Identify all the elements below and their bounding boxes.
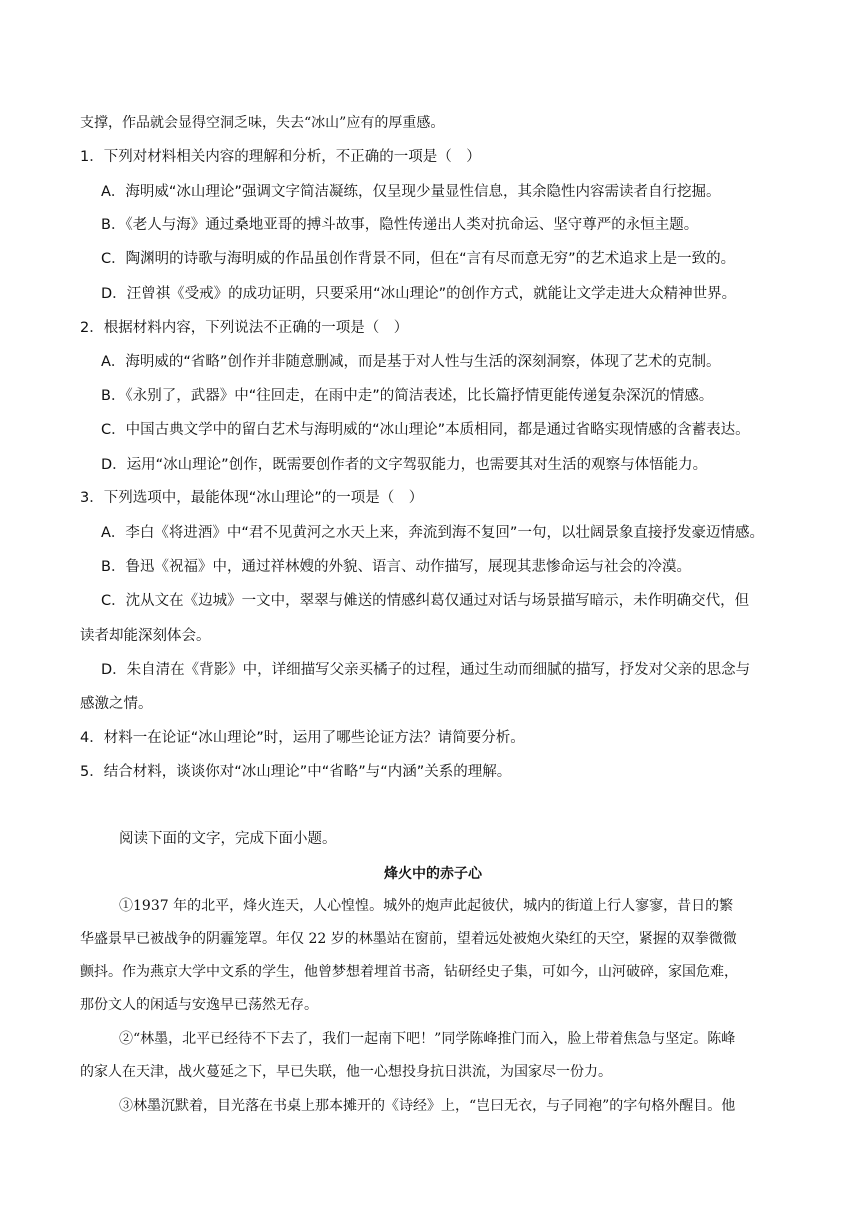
passage-line: 颤抖。作为燕京大学中文系的学生，他曾梦想着埋首书斋，钻研经史子集，可如今，山河破碎，家国危难，: [80, 964, 738, 980]
passage-title: 烽火中的赤子心: [384, 866, 482, 882]
question-1-option-d: D．汪曾祺《受戒》的成功证明，只要采用“冰山理论”的创作方式，就能让文学走进大众精神世界。: [101, 286, 737, 302]
passage-line: 华盛景早已被战争的阴霾笼罩。年仅 22 岁的林墨站在窗前，望着远处被炮火染红的天空，紧握的双拳微微: [80, 931, 737, 947]
reading-instruction: 阅读下面的文字，完成下面小题。: [119, 831, 337, 847]
question-2-option-b: B．《永别了，武器》中“往回走，在雨中走”的简洁表述，比长篇抒情更能传递复杂深沉的情感。: [101, 388, 714, 404]
question-1-option-b: B．《老人与海》通过桑地亚哥的搏斗故事，隐性传递出人类对抗命运、坚守尊严的永恒主题。: [101, 217, 699, 233]
passage-line: 那份文人的闲适与安逸早已荡然无存。: [80, 997, 318, 1013]
question-3-option-a: A．李白《将进酒》中“君不见黄河之水天上来，奔流到海不复回”一句，以壮阔景象直接抒发豪迈情感。: [101, 525, 764, 541]
passage-line: 的家人在天津，战火蔓延之下，早已失联，他一心想投身抗日洪流，为国家尽一份力。: [80, 1064, 612, 1080]
question-1-stem: 1．下列对材料相关内容的理解和分析，不正确的一项是（ ）: [80, 149, 481, 165]
question-3-option-c-cont: 读者却能深刻体会。: [80, 628, 211, 644]
passage-line: ①1937 年的北平，烽火连天，人心惶惶。城外的炮声此起彼伏，城内的街道上行人寥寥，昔日的繁: [119, 898, 734, 914]
question-3-option-b: B．鲁迅《祝福》中，通过祥林嫂的外貌、语言、动作描写，展现其悲惨命运与社会的冷漠。: [101, 559, 691, 575]
question-2-option-a: A．海明威的“省略”创作并非随意删减，而是基于对人性与生活的深刻洞察，体现了艺术的克制。: [101, 354, 721, 370]
question-2-option-d: D．运用“冰山理论”创作，既需要创作者的文字驾驭能力，也需要其对生活的观察与体悟能力。: [101, 457, 708, 473]
passage-line: ②“林墨，北平已经待不下去了，我们一起南下吧！”同学陈峰推门而入，脸上带着焦急与坚定。陈峰: [119, 1031, 736, 1047]
intro-tail-text: 支撑，作品就会显得空洞乏味，失去“冰山”应有的厚重感。: [80, 115, 445, 131]
question-3-option-d-cont: 感激之情。: [80, 696, 153, 712]
question-3-option-c: C．沈从文在《边城》一文中，翠翠与傩送的情感纠葛仅通过对话与场景描写暗示，未作明确交代，但: [101, 593, 750, 609]
question-1-option-a: A．海明威“冰山理论”强调文字简洁凝练，仅呈现少量显性信息，其余隐性内容需读者自行挖掘。: [101, 184, 721, 200]
passage-line: ③林墨沉默着，目光落在书桌上那本摊开的《诗经》上，“岂曰无衣，与子同袍”的字句格外醒目。他: [119, 1098, 736, 1114]
question-2-option-c: C．中国古典文学中的留白艺术与海明威的“冰山理论”本质相同，都是通过省略实现情感的含蓄表达。: [101, 422, 750, 438]
question-1-option-c: C．陶渊明的诗歌与海明威的作品虽创作背景不同，但在“言有尽而意无穷”的艺术追求上是一致的。: [101, 251, 736, 267]
question-5-stem: 5．结合材料，谈谈你对“冰山理论”中“省略”与“内涵”关系的理解。: [80, 764, 512, 780]
question-2-stem: 2．根据材料内容，下列说法不正确的一项是（ ）: [80, 320, 409, 336]
question-3-option-d: D．朱自清在《背影》中，详细描写父亲买橘子的过程，通过生动而细腻的描写，抒发对父亲的思念与: [101, 662, 751, 678]
question-3-stem: 3．下列选项中，最能体现“冰山理论”的一项是（ ）: [80, 490, 424, 506]
question-4-stem: 4．材料一在论证“冰山理论”时，运用了哪些论证方法？请简要分析。: [80, 730, 525, 746]
